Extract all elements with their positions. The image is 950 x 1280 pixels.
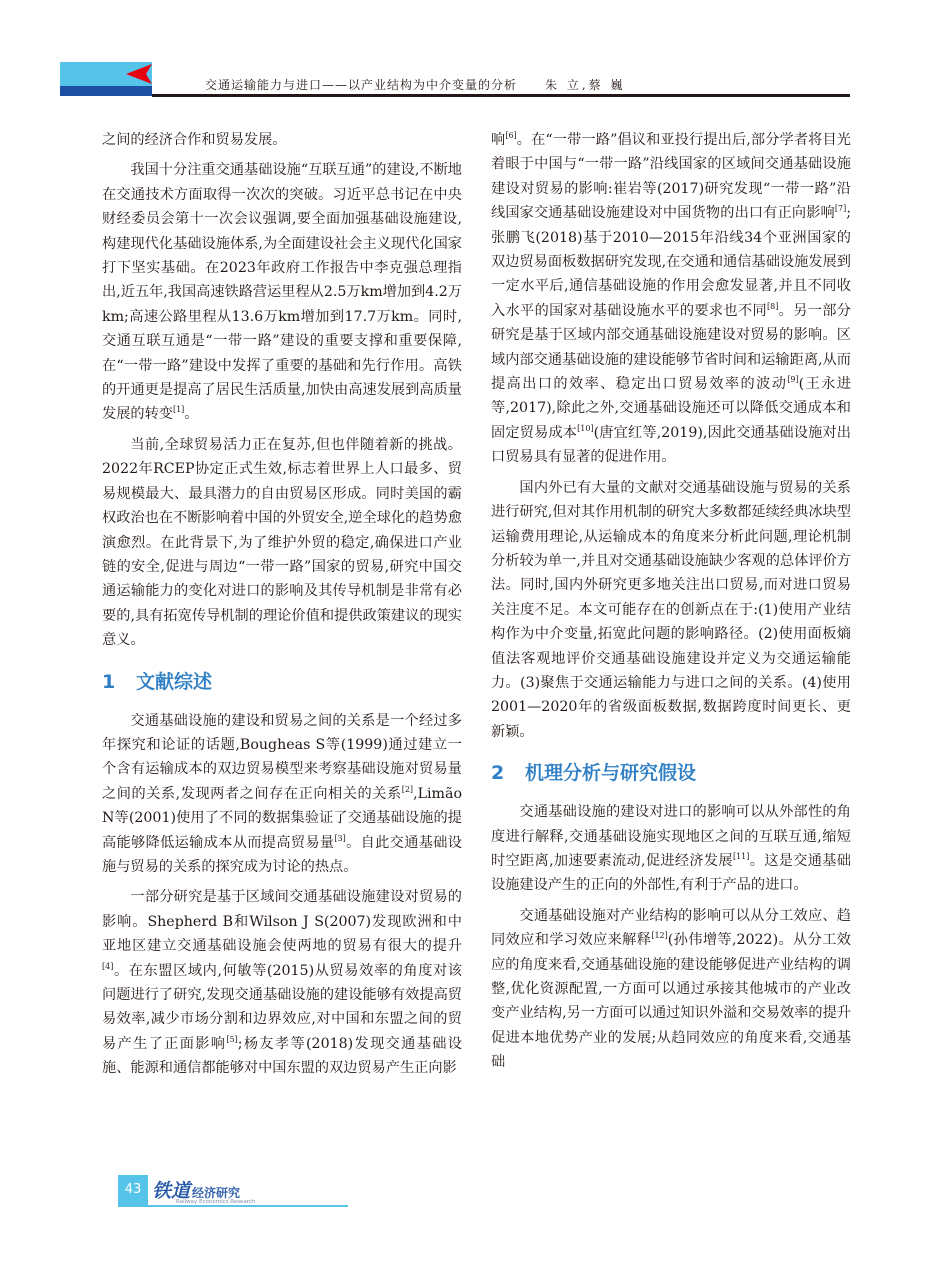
- citation: [6]: [505, 131, 517, 140]
- citation: [7]: [834, 204, 847, 214]
- paragraph: 国内外已有大量的文献对交通基础设施与贸易的关系进行研究,但对其作用机制的研究大多数都延续经典冰块型运输费用理论,从运输成本的角度来分析此问题,理论机制分析较为单一,并且对交通基础设施缺少客观的总体评价方法。同时,国内外研究更多地关注出口贸易,而对进口贸易关注度不足。本文可能存在的创新点在于:(1)使用产业结构作为中介变量,拓宽此问题的影响路径。(2)使用面板熵值法客观地评价交通基础设施建设并定义为交通运输能力。(3)聚焦于交通运输能力与进口之间的关系。(4)使用2001—2020年的省级面板数据,数据跨度时间更长、更新颖。: [491, 479, 851, 740]
- paragraph: 之间的经济合作和贸易发展。: [102, 132, 287, 148]
- section-number: 2: [491, 762, 505, 785]
- citation: [2]: [401, 784, 414, 794]
- paragraph: 交通基础设施对产业结构的影响可以从分工效应、趋同效应和学习效应来解释[12](孙伟增等,2022)。从分工效应的角度来看,交通基础设施的建设能够促进产业结构的调整,优化资源配置,一方面可以通过承接其他城市的产业改变产业结构,另一方面可以通过知识外溢和交易效率的提升促进本地优势产业的发展;从趋同效应的角度来看,交通基础: [491, 907, 851, 1071]
- paragraph: 交通基础设施的建设对进口的影响可以从外部性的角度进行解释,交通基础设施实现地区之间的互联互通,缩短时空距离,加速要素流动,促进经济发展[11]。这是交通基础设施建设产生的正向的外部性,有利于产品的进口。: [491, 804, 851, 894]
- header-logo: [60, 62, 152, 96]
- citation: [9]: [787, 375, 799, 385]
- section-title: 文献综述: [136, 670, 213, 693]
- citation: [1]: [172, 405, 185, 415]
- citation: [10]: [577, 423, 594, 433]
- journal-english-name: Railway Economics Research: [176, 1199, 256, 1205]
- logo-blue-bar: [60, 86, 152, 96]
- section-heading-2: [491, 760, 851, 786]
- paragraph: 我国十分注重交通基础设施“互联互通”的建设,不断地在交通技术方面取得一次次的突破。习近平总书记在中央财经委员会第十一次会议强调,要全面加强基础设施建设,构建现代化基础设施体系,为全面建设社会主义现代化国家打下坚实基础。在2023年政府工作报告中李克强总理指出,近五年,我国高速铁路营运里程从2.5万km增加到4.2万km;高速公路里程从13.6万km增加到17.7万km。同时,交通互联互通是“一带一路”建设的重要支撑和重要保障,在“一带一路”建设中发挥了重要的基础和先行作用。高铁的开通更是提高了居民生活质量,加快由高速发展到高质量发展的转变[1]。: [102, 162, 462, 423]
- paragraph: 交通基础设施的建设和贸易之间的关系是一个经过多年探究和论证的话题,Bougheas S等(1999)通过建立一个含有运输成本的双边贸易模型来考察基础设施对贸易量之间的关系,发现两者之间存在正向相关的关系[2],Limão N等(2001)使用了不同的数据集验证了交通基础设施的提高能够降低运输成本从而提高贸易量[3]。自此交通基础设施与贸易的关系的探究成为讨论的热点。: [102, 712, 462, 875]
- section-number: 1: [102, 670, 116, 693]
- citation: [8]: [767, 301, 779, 311]
- running-header: [205, 76, 625, 93]
- right-column: [491, 128, 851, 1075]
- citation: [5]: [226, 1034, 238, 1044]
- header-authors: 朱 立,蔡 巍: [545, 78, 626, 92]
- page-footer: [104, 1166, 344, 1206]
- header-rule: [152, 94, 850, 97]
- citation: [3]: [334, 833, 346, 843]
- paragraph: 一部分研究是基于区域间交通基础设施建设对贸易的影响。Shepherd B和Wilson J S(2007)发现欧洲和中亚地区建立交通基础设施会使两地的贸易有很大的提升[4]。在东盟区域内,何敏等(2015)从贸易效率的角度对该问题进行了研究,发现交通基础设施的建设能够有效提高贸易效率,减少市场分割和边界效应,对中国和东盟之间的贸易产生了正面影响[5];杨友孝等(2018)发现交通基础设施、能源和通信都能够对中国东盟的双边贸易产生正向影: [102, 889, 462, 1077]
- footer-rule: [118, 1205, 348, 1207]
- paragraph: 响[6]。在“一带一路”倡议和亚投行提出后,部分学者将目光着眼于中国与“一带一路”沿线国家的区域间交通基础设施建设对贸易的影响:崔岩等(2017)研究发现“一带一路”沿线国家交通基础设施建设对中国货物的出口有正向影响[7];张鹏飞(2018)基于2010—2015年沿线34个亚洲国家的双边贸易面板数据研究发现,在交通和通信基础设施发展到一定水平后,通信基础设施的作用会愈发显著,并且不同收入水平的国家对基础设施水平的要求也不同[8]。另一部分研究是基于区域内部交通基础设施建设对贸易的影响。区域内部交通基础设施的建设能够节省时间和运输距离,从而提高出口的效率、稳定出口贸易效率的波动[9](王永进等,2017),除此之外,交通基础设施还可以降低交通成本和固定贸易成本[10](唐宜红等,2019),因此交通基础设施对出口贸易具有显著的促进作用。: [491, 131, 851, 466]
- paragraph: 当前,全球贸易活力正在复苏,但也伴随着新的挑战。2022年RCEP协定正式生效,标志着世界上人口最多、贸易规模最大、最具潜力的自由贸易区形成。同时美国的霸权政治也在不断影响着中国的外贸安全,逆全球化的趋势愈演愈烈。在此背景下,为了维护外贸的稳定,确保进口产业链的安全,促进与周边“一带一路”国家的贸易,研究中国交通运输能力的变化对进口的影响及其传导机制是非常有必要的,具有拓宽传导机制的理论价值和提供政策建议的现实意义。: [102, 436, 462, 649]
- citation: [12]: [651, 931, 668, 941]
- section-title: 机理分析与研究假设: [525, 762, 697, 785]
- page-number: 43: [118, 1175, 148, 1205]
- arrow-icon: [126, 64, 152, 84]
- citation: [4]: [102, 961, 114, 971]
- citation: [11]: [732, 851, 750, 861]
- left-column: [102, 128, 462, 1081]
- section-heading-1: [102, 669, 462, 695]
- journal-logo: 铁道 经济研究: [152, 1180, 241, 1202]
- header-title: 交通运输能力与进口——以产业结构为中介变量的分析: [205, 78, 518, 92]
